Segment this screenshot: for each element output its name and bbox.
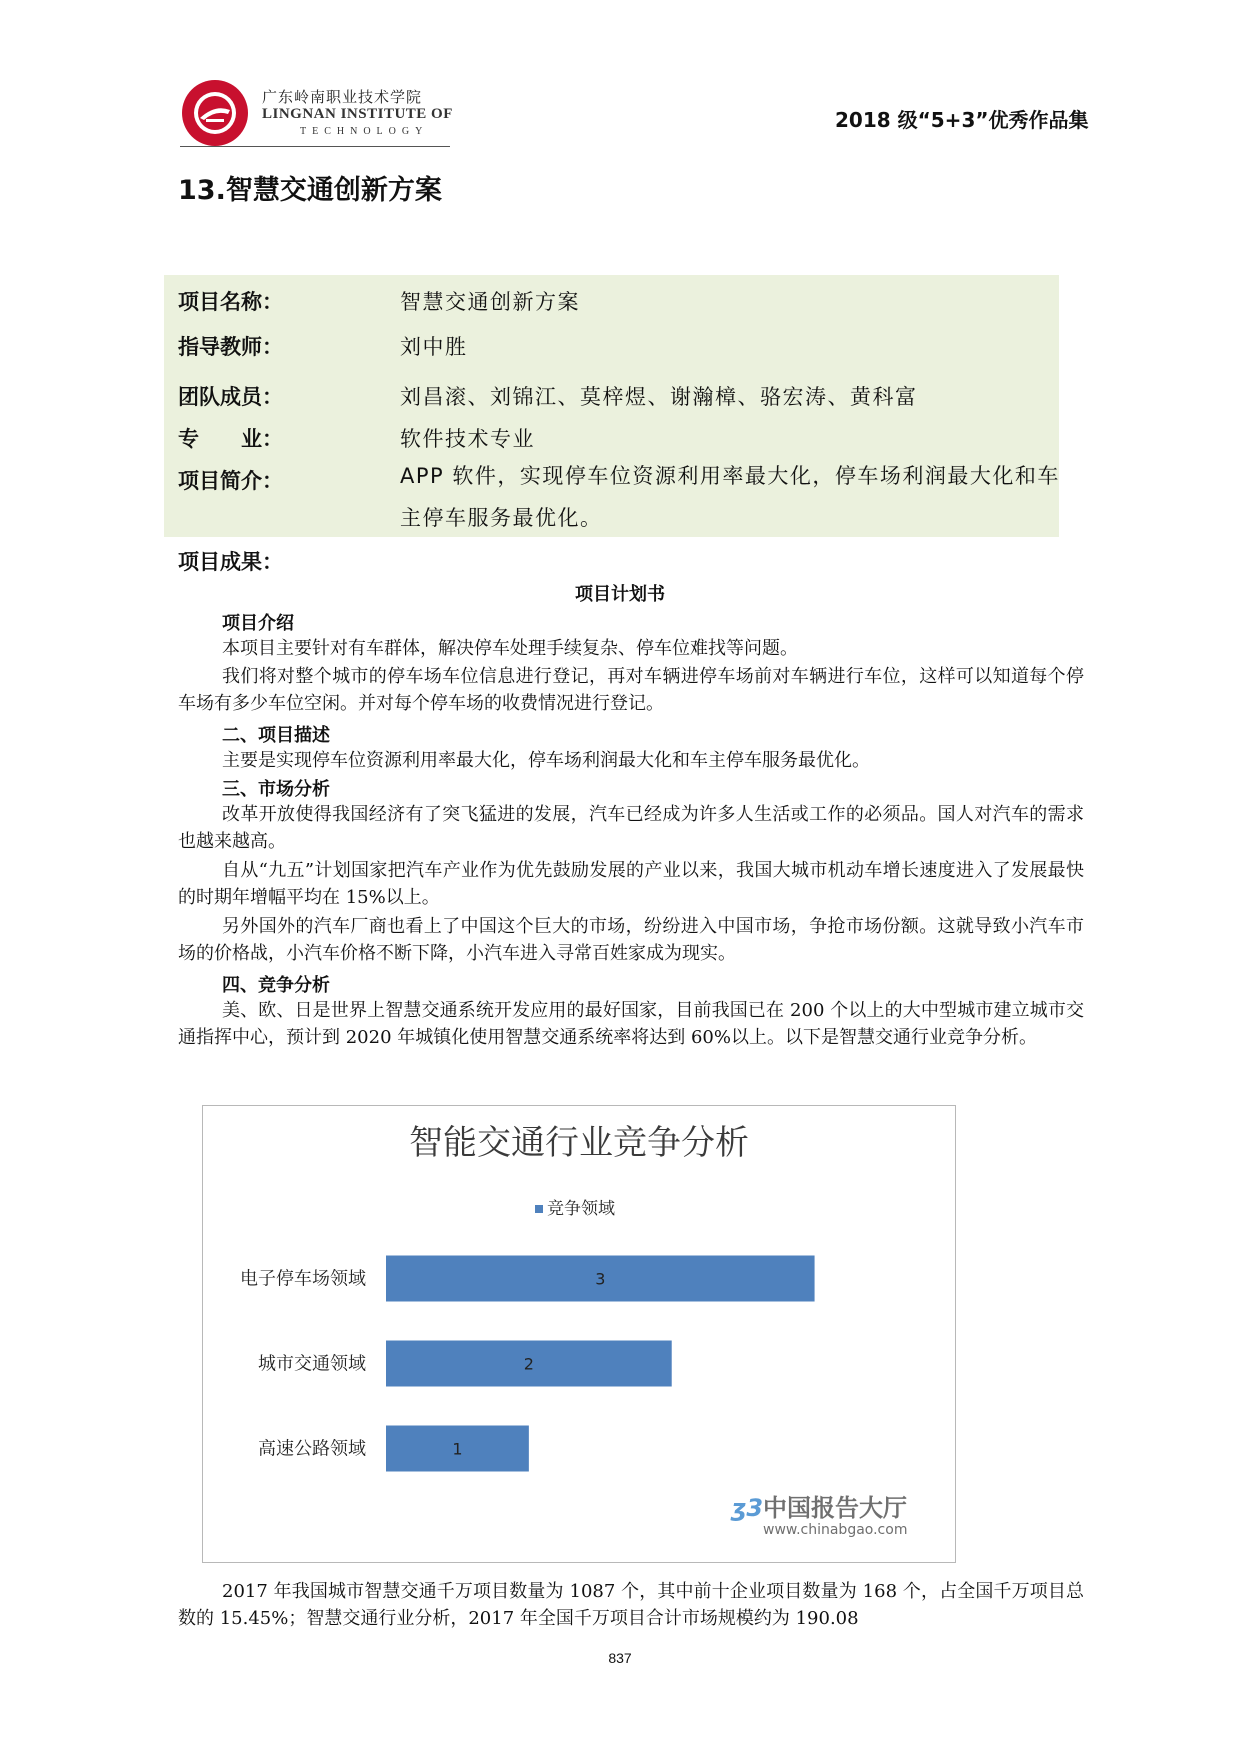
chart-title: 智能交通行业竞争分析	[409, 1123, 749, 1163]
bars-group	[240, 1256, 815, 1472]
header-divider	[180, 146, 450, 147]
category-label: 城市交通领域	[258, 1353, 366, 1375]
paragraph: 本项目主要针对有车群体，解决停车处理手续复杂、停车位难找等问题。	[222, 638, 798, 659]
major-label: 专 业：	[178, 427, 283, 451]
name-label: 项目名称：	[178, 290, 283, 314]
paragraph: 自从“九五”计划国家把汽车产业作为优先鼓励发展的产业以来，我国大城市机动车增长速度进入了发展最快的时期年增幅平均在 15%以上。	[178, 860, 1084, 908]
bar-data-label: 1	[452, 1439, 463, 1459]
paragraph: 我们将对整个城市的停车场车位信息进行登记，再对车辆进停车场前对车辆进行车位，这样可以知道每个停车场有多少车位空闲。并对每个停车场的收费情况进行登记。	[178, 666, 1084, 714]
school-name-en: LINGNAN INSTITUTE OF	[262, 106, 453, 122]
section-heading: 项目介绍	[222, 613, 294, 634]
team-label: 团队成员：	[178, 385, 283, 409]
watermark-url: www.chinabgao.com	[763, 1522, 908, 1538]
intro-value: APP 软件，实现停车位资源利用率最大化，停车场利润最大化和车主停车服务最优化。	[400, 464, 1060, 530]
paragraph: 改革开放使得我国经济有了突飞猛进的发展，汽车已经成为许多人生活或工作的必须品。国人对汽车的需求也越来越高。	[178, 804, 1084, 852]
name-value: 智慧交通创新方案	[400, 290, 580, 314]
bar-data-label: 3	[595, 1269, 606, 1289]
page-number: 837	[608, 1650, 632, 1666]
category-label: 高速公路领域	[258, 1438, 366, 1460]
collection-title: 2018 级“5+3”优秀作品集	[835, 108, 1089, 132]
section-heading: 四、竞争分析	[222, 975, 330, 996]
result-label: 项目成果：	[178, 550, 283, 574]
paragraph: 美、欧、日是世界上智慧交通系统开发应用的最好国家，目前我国已在 200 个以上的大中型城市建立城市交通指挥中心，预计到 2020 年城镇化使用智慧交通系统率将达到 60%以上。以下是智慧交通行业竞争分析。	[178, 1000, 1084, 1048]
paragraph: 主要是实现停车位资源利用率最大化，停车场利润最大化和车主停车服务最优化。	[222, 750, 870, 771]
plan-title: 项目计划书	[575, 584, 665, 605]
category-label: 电子停车场领域	[240, 1268, 366, 1290]
paragraph: 另外国外的汽车厂商也看上了中国这个巨大的市场，纷纷进入中国市场，争抢市场份额。这就导致小汽车市场的价格战，小汽车价格不断下降，小汽车进入寻常百姓家成为现实。	[178, 916, 1084, 964]
section-heading: 三、市场分析	[222, 779, 330, 800]
bar-data-label: 2	[523, 1354, 534, 1374]
paragraph: 2017 年我国城市智慧交通千万项目数量为 1087 个，其中前十企业项目数量为 168 个，占全国千万项目总数的 15.45%；智慧交通行业分析，2017 年全国千万项目合计市场规模约为 190.08	[178, 1581, 1084, 1629]
teacher-value: 刘中胜	[400, 335, 468, 359]
intro-label: 项目简介：	[178, 469, 283, 493]
school-logo	[180, 78, 250, 148]
teacher-label: 指导教师：	[178, 335, 283, 359]
page-title: 13.智慧交通创新方案	[178, 175, 442, 206]
legend-label: 竞争领域	[547, 1199, 615, 1219]
bar-chart	[203, 1106, 955, 1562]
chart-frame	[202, 1105, 956, 1563]
team-value: 刘昌滚、刘锦江、莫梓煜、谢瀚樟、骆宏涛、黄科富	[400, 385, 918, 409]
school-name-en-sub: TECHNOLOGY	[300, 126, 429, 137]
section-heading: 二、项目描述	[222, 725, 330, 746]
legend-swatch	[535, 1205, 543, 1213]
watermark-logo-icon: ʒ3	[731, 1494, 764, 1522]
watermark	[730, 1494, 907, 1538]
school-name-cn: 广东岭南职业技术学院	[262, 88, 423, 106]
major-value: 软件技术专业	[400, 427, 535, 451]
watermark-cn: 中国报告大厅	[763, 1494, 907, 1522]
